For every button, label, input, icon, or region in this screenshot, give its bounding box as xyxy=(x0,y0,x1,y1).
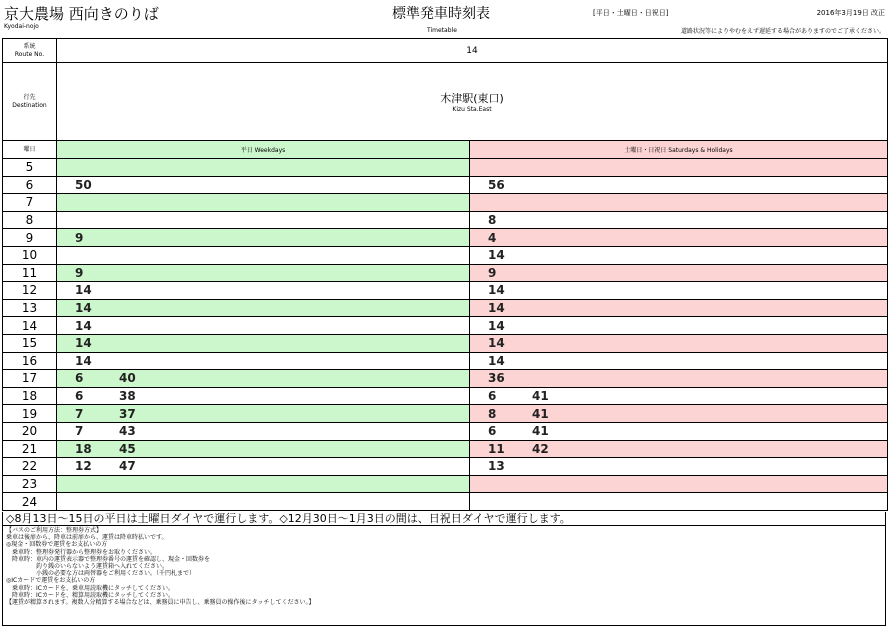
timetable-row xyxy=(3,493,887,511)
holiday-minutes-cell xyxy=(470,476,887,493)
departure-minute: 38 xyxy=(119,389,136,404)
header xyxy=(0,0,891,38)
destination-name: 木津駅(東口) xyxy=(440,92,504,105)
hour-cell: 8 xyxy=(3,212,57,229)
timetable-row xyxy=(3,476,887,494)
special-schedule-note: ◇8月13日～15日の平日は土曜日ダイヤで運行します。◇12月30日～1月3日の間は、日祝日ダイヤで運行します。 xyxy=(2,512,886,526)
departure-minute: 41 xyxy=(532,389,549,404)
hour-cell: 19 xyxy=(3,405,57,422)
timetable-row xyxy=(3,300,887,318)
weekday-minutes-cell xyxy=(57,388,470,405)
route-number: 14 xyxy=(466,45,478,56)
info-line: 乗車時：整理券発行器から整理券をお取りください。 xyxy=(6,548,157,556)
page-title: 標準発車時刻表 xyxy=(392,6,490,22)
weekday-minutes-cell xyxy=(57,177,470,194)
weekday-minutes-cell xyxy=(57,159,470,176)
hour-cell: 20 xyxy=(3,423,57,440)
stop-name-roman: Kyodai-nojo xyxy=(4,23,39,30)
weekday-minutes-cell xyxy=(57,405,470,422)
timetable-row xyxy=(3,212,887,230)
column-header-row xyxy=(3,141,887,159)
weekday-minutes-cell xyxy=(57,335,470,352)
timetable-row xyxy=(3,282,887,300)
departure-minute: 11 xyxy=(488,441,505,456)
departure-minute: 14 xyxy=(488,283,505,298)
timetable-row xyxy=(3,405,887,423)
holiday-minutes-cell xyxy=(470,194,887,211)
hour-cell: 5 xyxy=(3,159,57,176)
departure-minute: 6 xyxy=(75,371,84,386)
departure-minute: 14 xyxy=(75,318,92,333)
holiday-minutes-cell xyxy=(470,212,887,229)
departure-minute: 50 xyxy=(75,177,92,192)
departure-minute: 36 xyxy=(488,371,505,386)
departure-minute: 14 xyxy=(75,283,92,298)
timetable-row xyxy=(3,441,887,459)
departure-minute: 40 xyxy=(119,371,136,386)
departure-minute: 47 xyxy=(119,459,136,474)
hour-column-header: 曜日 xyxy=(3,141,57,158)
weekday-minutes-cell xyxy=(57,265,470,282)
weekday-minutes-cell xyxy=(57,353,470,370)
hour-cell: 22 xyxy=(3,458,57,475)
destination-name-english: Kizu Sta.East xyxy=(452,106,492,113)
weekday-column-header: 平日 Weekdays xyxy=(57,141,470,158)
hour-cell: 6 xyxy=(3,177,57,194)
holiday-minutes-cell xyxy=(470,423,887,440)
route-label-cell xyxy=(3,39,57,62)
hour-cell: 21 xyxy=(3,441,57,458)
info-line: 小銭の必要な方は両替器をご利用ください。（千円札まで） xyxy=(6,570,196,578)
revision-date: 2016年3月19日 改正 xyxy=(816,9,885,17)
holiday-minutes-cell xyxy=(470,282,887,299)
holiday-minutes-cell xyxy=(470,265,887,282)
timetable-row xyxy=(3,353,887,371)
timetable-row xyxy=(3,423,887,441)
departure-minute: 14 xyxy=(488,318,505,333)
departure-minute: 9 xyxy=(75,265,84,280)
departure-minute: 6 xyxy=(488,424,497,439)
info-line: 釣り銭のいらないよう運賃箱へ入れてください。 xyxy=(6,563,169,571)
departure-minute: 13 xyxy=(488,459,505,474)
info-line: 乗車時：ICカードを、乗車用読取機にタッチしてください。 xyxy=(6,584,174,592)
timetable-row xyxy=(3,388,887,406)
destination-value-cell xyxy=(57,63,887,140)
destination-label-cell xyxy=(3,63,57,140)
weekday-minutes-cell xyxy=(57,458,470,475)
timetable-row xyxy=(3,247,887,265)
departure-minute: 7 xyxy=(75,406,84,421)
departure-minute: 45 xyxy=(119,441,136,456)
hour-cell: 15 xyxy=(3,335,57,352)
departure-minute: 43 xyxy=(119,424,136,439)
departure-minute: 14 xyxy=(75,301,92,316)
hour-rows xyxy=(3,159,887,511)
holiday-minutes-cell xyxy=(470,370,887,387)
holiday-minutes-cell xyxy=(470,300,887,317)
weekday-minutes-cell xyxy=(57,441,470,458)
timetable-row xyxy=(3,265,887,283)
departure-minute: 14 xyxy=(488,336,505,351)
departure-minute: 9 xyxy=(488,265,497,280)
timetable-row xyxy=(3,194,887,212)
route-label: 系統 xyxy=(23,42,36,50)
departure-minute: 41 xyxy=(532,424,549,439)
weekday-minutes-cell xyxy=(57,300,470,317)
departure-minute: 14 xyxy=(488,353,505,368)
info-line: 降車時：車内の運賃表示器で整理券番号の運賃を確認し、現金・回数券を xyxy=(6,555,211,563)
timetable-row xyxy=(3,159,887,177)
holiday-minutes-cell xyxy=(470,159,887,176)
hour-cell: 18 xyxy=(3,388,57,405)
holiday-minutes-cell xyxy=(470,353,887,370)
info-line: 乗車は後扉から、降車は前扉から、運賃は降車時払いです。 xyxy=(6,534,168,542)
holiday-minutes-cell xyxy=(470,247,887,264)
departure-minute: 6 xyxy=(488,389,497,404)
weekday-minutes-cell xyxy=(57,229,470,246)
usage-info xyxy=(2,526,886,626)
hour-cell: 10 xyxy=(3,247,57,264)
holiday-minutes-cell xyxy=(470,441,887,458)
weekday-minutes-cell xyxy=(57,370,470,387)
hour-cell: 11 xyxy=(3,265,57,282)
weekday-minutes-cell xyxy=(57,194,470,211)
timetable-row xyxy=(3,177,887,195)
info-line: 降車時：ICカードを、精算用読取機にタッチしてください。 xyxy=(6,591,174,599)
holiday-minutes-cell xyxy=(470,335,887,352)
holiday-minutes-cell xyxy=(470,405,887,422)
departure-minute: 9 xyxy=(75,230,84,245)
weekday-minutes-cell xyxy=(57,317,470,334)
departure-minute: 56 xyxy=(488,177,505,192)
day-types: [平日・土曜日・日祝日] xyxy=(593,9,669,17)
weekday-minutes-cell xyxy=(57,282,470,299)
timetable-row xyxy=(3,335,887,353)
timetable-row xyxy=(3,458,887,476)
holiday-minutes-cell xyxy=(470,317,887,334)
destination-row xyxy=(3,63,887,141)
weekday-minutes-cell xyxy=(57,247,470,264)
departure-minute: 18 xyxy=(75,441,92,456)
departure-minute: 14 xyxy=(488,248,505,263)
departure-minute: 41 xyxy=(532,406,549,421)
timetable-row xyxy=(3,317,887,335)
weekday-minutes-cell xyxy=(57,493,470,510)
departure-minute: 4 xyxy=(488,230,497,245)
holiday-minutes-cell xyxy=(470,229,887,246)
destination-label: 行先 xyxy=(23,93,36,101)
hour-cell: 16 xyxy=(3,353,57,370)
timetable-row xyxy=(3,229,887,247)
departure-minute: 12 xyxy=(75,459,92,474)
holiday-minutes-cell xyxy=(470,177,887,194)
info-line: ◎現金・回数券で運賃をお支払いの方 xyxy=(6,541,108,549)
holiday-minutes-cell xyxy=(470,458,887,475)
hour-cell: 13 xyxy=(3,300,57,317)
timetable-row xyxy=(3,370,887,388)
departure-minute: 8 xyxy=(488,213,497,228)
hour-cell: 9 xyxy=(3,229,57,246)
destination-label-english: Destination xyxy=(12,101,47,109)
hour-cell: 24 xyxy=(3,493,57,510)
hour-cell: 17 xyxy=(3,370,57,387)
stop-name: 京大農場 西向きのりば xyxy=(4,5,159,23)
delay-notice: 道路状況等によりやむをえず遅延する場合がありますのでご了承ください。 xyxy=(680,28,885,35)
departure-minute: 14 xyxy=(75,353,92,368)
hour-cell: 23 xyxy=(3,476,57,493)
page-title-english: Timetable xyxy=(427,27,457,34)
hour-cell: 12 xyxy=(3,282,57,299)
weekday-minutes-cell xyxy=(57,212,470,229)
departure-minute: 42 xyxy=(532,441,549,456)
departure-minute: 37 xyxy=(119,406,136,421)
hour-cell: 7 xyxy=(3,194,57,211)
weekday-minutes-cell xyxy=(57,423,470,440)
departure-minute: 8 xyxy=(488,406,497,421)
departure-minute: 14 xyxy=(488,301,505,316)
holiday-minutes-cell xyxy=(470,388,887,405)
info-line: 【運賃が精算されます。複数人分精算する場合などは、乗務員に申告し、乗務員の操作後にタッチしてください。】 xyxy=(6,599,315,607)
info-line: 【バスのご利用方法：整理券方式】 xyxy=(6,527,103,534)
departure-minute: 14 xyxy=(75,336,92,351)
hour-cell: 14 xyxy=(3,317,57,334)
holiday-minutes-cell xyxy=(470,493,887,510)
departure-minute: 6 xyxy=(75,389,84,404)
info-line: ◎ICカードで運賃をお支払いの方 xyxy=(6,577,96,585)
departure-minute: 7 xyxy=(75,424,84,439)
holiday-column-header: 土曜日・日祝日 Saturdays & Holidays xyxy=(470,141,887,158)
route-row xyxy=(3,39,887,63)
route-label-english: Route No. xyxy=(14,50,45,58)
timetable-grid xyxy=(2,38,888,511)
weekday-minutes-cell xyxy=(57,476,470,493)
